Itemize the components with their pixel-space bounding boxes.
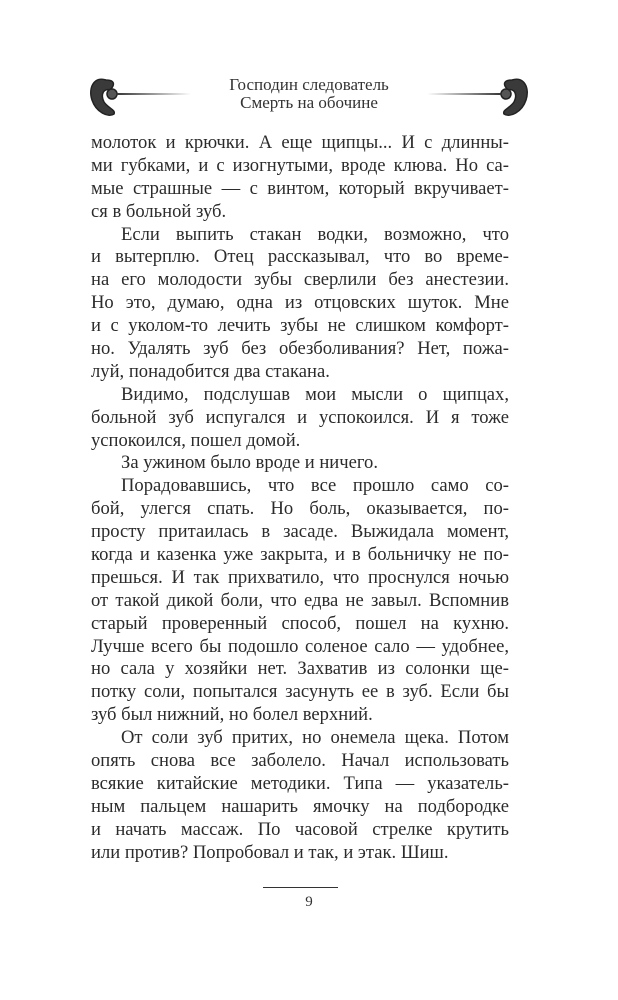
paragraph bbox=[91, 475, 509, 727]
text-line: мые страшные — с винтом, который вкручивает- bbox=[91, 177, 509, 199]
text-line: зуб был нижний, но болел верхний. bbox=[91, 704, 373, 726]
paragraph bbox=[91, 224, 509, 384]
text-line: ся в больной зуб. bbox=[91, 200, 227, 222]
book-series-title: Господин следователь bbox=[229, 75, 389, 94]
paragraph bbox=[91, 727, 509, 864]
paragraph bbox=[91, 384, 509, 453]
text-line: Видимо, подслушав мои мысли о щипцах, bbox=[121, 383, 509, 405]
text-line: на его молодости зубы сверлили без анестезии. bbox=[91, 269, 509, 291]
text-line: и начать массаж. По часовой стрелке крутить bbox=[91, 818, 509, 840]
text-line: бой, улегся спать. Но боль, оказывается, по- bbox=[91, 498, 509, 520]
text-line: ным пальцем нашарить ямочку на подбородке bbox=[91, 795, 509, 817]
text-line: просту притаилась в засаде. Выжидала момент, bbox=[91, 521, 509, 543]
text-line: От соли зуб притих, но онемела щека. Потом bbox=[121, 727, 509, 749]
paragraph bbox=[91, 132, 509, 224]
text-line: Но это, думаю, одна из отцовских шуток. Мне bbox=[91, 292, 509, 314]
text-line: или против? Попробовал и так, и этак. Шиш. bbox=[91, 841, 449, 863]
book-title: Смерть на обочине bbox=[240, 93, 378, 112]
page-number: 9 bbox=[305, 894, 313, 910]
text-line: но. Удалять зуб без обезболивания? Нет, пожа- bbox=[91, 338, 509, 360]
running-header bbox=[0, 68, 618, 124]
text-line: Порадовавшись, что все прошло само со- bbox=[121, 475, 509, 497]
text-line: успокоился, пошел домой. bbox=[91, 429, 301, 451]
text-line: Лучше всего бы подошло соленое сало — удобнее, bbox=[91, 635, 509, 657]
curl-ornament-right-icon bbox=[424, 74, 532, 120]
text-line: ми губками, и с изогнутыми, вроде клюва. Но са- bbox=[91, 154, 509, 176]
text-line: молоток и крючки. А еще щипцы... И с длинны- bbox=[91, 132, 509, 153]
body-text bbox=[91, 132, 509, 865]
footer-divider bbox=[263, 887, 338, 888]
text-line: от такой дикой боли, что едва не завыл. Вспомнив bbox=[91, 589, 509, 611]
text-line: Если выпить стакан водки, возможно, что bbox=[121, 223, 509, 245]
text-line: и с уколом-то лечить зубы не слишком комфорт- bbox=[91, 315, 509, 337]
text-line: потку соли, попытался засунуть ее в зуб. Если бы bbox=[91, 681, 509, 703]
text-line: когда и казенка уже закрыта, и в больничку не по- bbox=[91, 544, 509, 566]
text-line: и вытерплю. Отец рассказывал, что во време- bbox=[91, 246, 509, 268]
text-line: За ужином было вроде и ничего. bbox=[121, 452, 378, 474]
text-line: всякие китайские методики. Типа — указатель- bbox=[91, 772, 509, 794]
text-line: опять снова все заболело. Начал использовать bbox=[91, 750, 509, 772]
text-line: луй, понадобится два стакана. bbox=[91, 360, 330, 382]
text-line: прешься. И так прихватило, что проснулся ночью bbox=[91, 566, 509, 588]
text-line: старый проверенный способ, пошел на кухню. bbox=[91, 612, 509, 634]
text-line: но сала у хозяйки нет. Захватив из солонки ще- bbox=[91, 658, 509, 680]
paragraph bbox=[91, 452, 509, 475]
text-line: больной зуб испугался и успокоился. И я тоже bbox=[91, 406, 509, 428]
